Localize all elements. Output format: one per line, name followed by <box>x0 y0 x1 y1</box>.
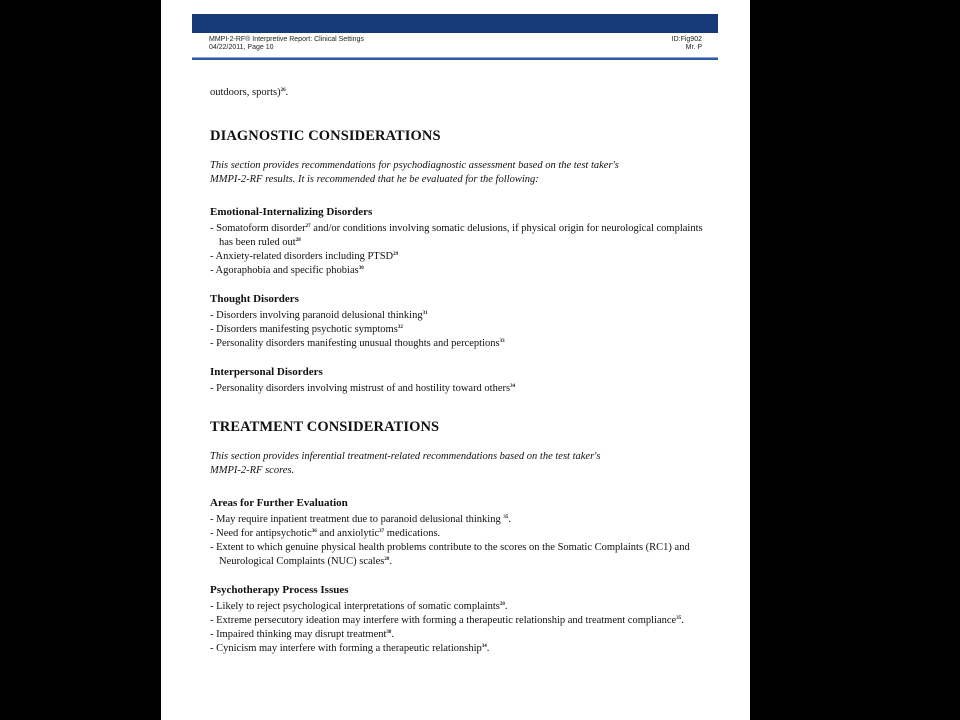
item-text: . <box>504 601 508 612</box>
footnote-ref: 33 <box>499 339 505 344</box>
item-text: - Extreme persecutory ideation may interfere with forming a therapeutic relationship and treatment compliance <box>210 615 677 626</box>
list-item <box>210 222 710 250</box>
item-text: - Impaired thinking may disrupt treatment <box>210 629 387 640</box>
footnote-ref: 34 <box>481 644 487 649</box>
list-item <box>210 642 710 656</box>
item-text: . <box>681 615 684 626</box>
client-name: Mr. P <box>685 44 702 51</box>
subsection <box>210 205 710 278</box>
bullet-list <box>210 513 710 569</box>
item-text: - Somatoform disorder <box>210 223 306 234</box>
footnote-ref: 35 <box>676 616 682 621</box>
subsection <box>210 496 710 569</box>
list-item <box>210 382 710 396</box>
footnote-ref: 36 <box>311 529 317 534</box>
footnote-ref: 29 <box>393 252 399 257</box>
list-item <box>210 264 710 278</box>
list-item <box>210 628 710 642</box>
footnote-ref: 30 <box>358 266 364 271</box>
header-left <box>209 36 364 52</box>
footnote-ref: 32 <box>397 325 403 330</box>
item-text: - Agoraphobia and specific phobias <box>210 265 359 276</box>
item-text: and/or conditions involving somatic delusions, if physical origin for neurological complaints has been ruled out <box>219 223 703 248</box>
bullet-list <box>210 600 710 656</box>
list-item <box>210 600 710 614</box>
footnote-ref: 35 <box>503 515 509 520</box>
item-text: . <box>389 556 392 567</box>
subsection-heading: Interpersonal Disorders <box>210 366 323 378</box>
header-rule <box>192 57 718 60</box>
item-text: - May require inpatient treatment due to paranoid delusional thinking <box>210 514 504 525</box>
item-text: - Need for antipsychotic <box>210 528 312 539</box>
item-text: and anxiolytic <box>316 528 380 539</box>
list-item <box>210 323 710 337</box>
footnote-ref: 20 <box>384 557 390 562</box>
section-title: DIAGNOSTIC CONSIDERATIONS <box>210 128 441 144</box>
list-item <box>210 541 710 569</box>
continued-text: outdoors, sports)$^{26}$. <box>210 87 289 98</box>
treatment-groups <box>210 496 710 656</box>
list-item <box>210 250 710 264</box>
list-item <box>210 614 710 628</box>
item-text: - Extent to which genuine physical health problems contribute to the scores on the Somatic Complaints (RC1) and Neurological Complaints (NUC) scales <box>210 542 690 567</box>
report-content <box>210 86 710 656</box>
treatment-section <box>210 418 710 656</box>
item-text: - Disorders involving paranoid delusional thinking <box>210 310 423 321</box>
header-right <box>672 36 702 52</box>
header-band <box>192 14 718 33</box>
footnote-ref: 37 <box>379 529 385 534</box>
report-id: ID:Fig902 <box>671 36 702 43</box>
footnote-ref: 38 <box>386 630 392 635</box>
item-text: - Likely to reject psychological interpretations of somatic complaints <box>210 601 500 612</box>
subsection-heading: Emotional-Internalizing Disorders <box>210 206 373 218</box>
diagnostic-section <box>210 127 710 396</box>
report-page <box>161 0 750 720</box>
subsection-heading: Psychotherapy Process Issues <box>210 584 349 596</box>
item-text: - Cynicism may interfere with forming a therapeutic relationship <box>210 643 482 654</box>
section-intro: This section provides inferential treatment-related recommendations based on the test taker's MMPI-2-RF scores. <box>210 451 601 476</box>
list-item <box>210 513 710 527</box>
item-text: . <box>486 643 490 654</box>
report-title: MMPI-2-RF® Interpretive Report: Clinical Settings <box>209 36 364 43</box>
subsection-heading: Areas for Further Evaluation <box>210 497 348 509</box>
footnote-ref: 27 <box>305 224 311 229</box>
subsection <box>210 583 710 656</box>
bullet-list <box>210 222 710 278</box>
list-item <box>210 337 710 351</box>
footnote-ref: 34 <box>510 384 516 389</box>
list-item <box>210 309 710 323</box>
bullet-list <box>210 382 710 396</box>
diagnostic-groups <box>210 205 710 396</box>
section-title: TREATMENT CONSIDERATIONS <box>210 419 440 435</box>
footnote-ref: 20 <box>499 602 505 607</box>
report-date-page: 04/22/2011, Page 10 <box>209 44 274 51</box>
footnote-ref: 31 <box>422 311 428 316</box>
list-item <box>210 527 710 541</box>
subsection-heading: Thought Disorders <box>210 293 299 305</box>
subsection <box>210 365 710 396</box>
item-text: - Personality disorders manifesting unusual thoughts and perceptions <box>210 338 500 349</box>
subsection <box>210 292 710 351</box>
item-text: - Anxiety-related disorders including PTSD <box>210 251 394 262</box>
section-intro: This section provides recommendations for psychodiagnostic assessment based on the test taker's MMPI-2-RF results. It is recommended that he be evaluated for the following: <box>210 160 619 185</box>
bullet-list <box>210 309 710 351</box>
item-text: - Disorders manifesting psychotic symptoms <box>210 324 398 335</box>
item-text: medications. <box>384 528 441 539</box>
item-text: - Personality disorders involving mistrust of and hostility toward others <box>210 383 511 394</box>
footnote-ref: 28 <box>295 238 301 243</box>
item-text: . <box>391 629 395 640</box>
item-text: . <box>508 514 511 525</box>
